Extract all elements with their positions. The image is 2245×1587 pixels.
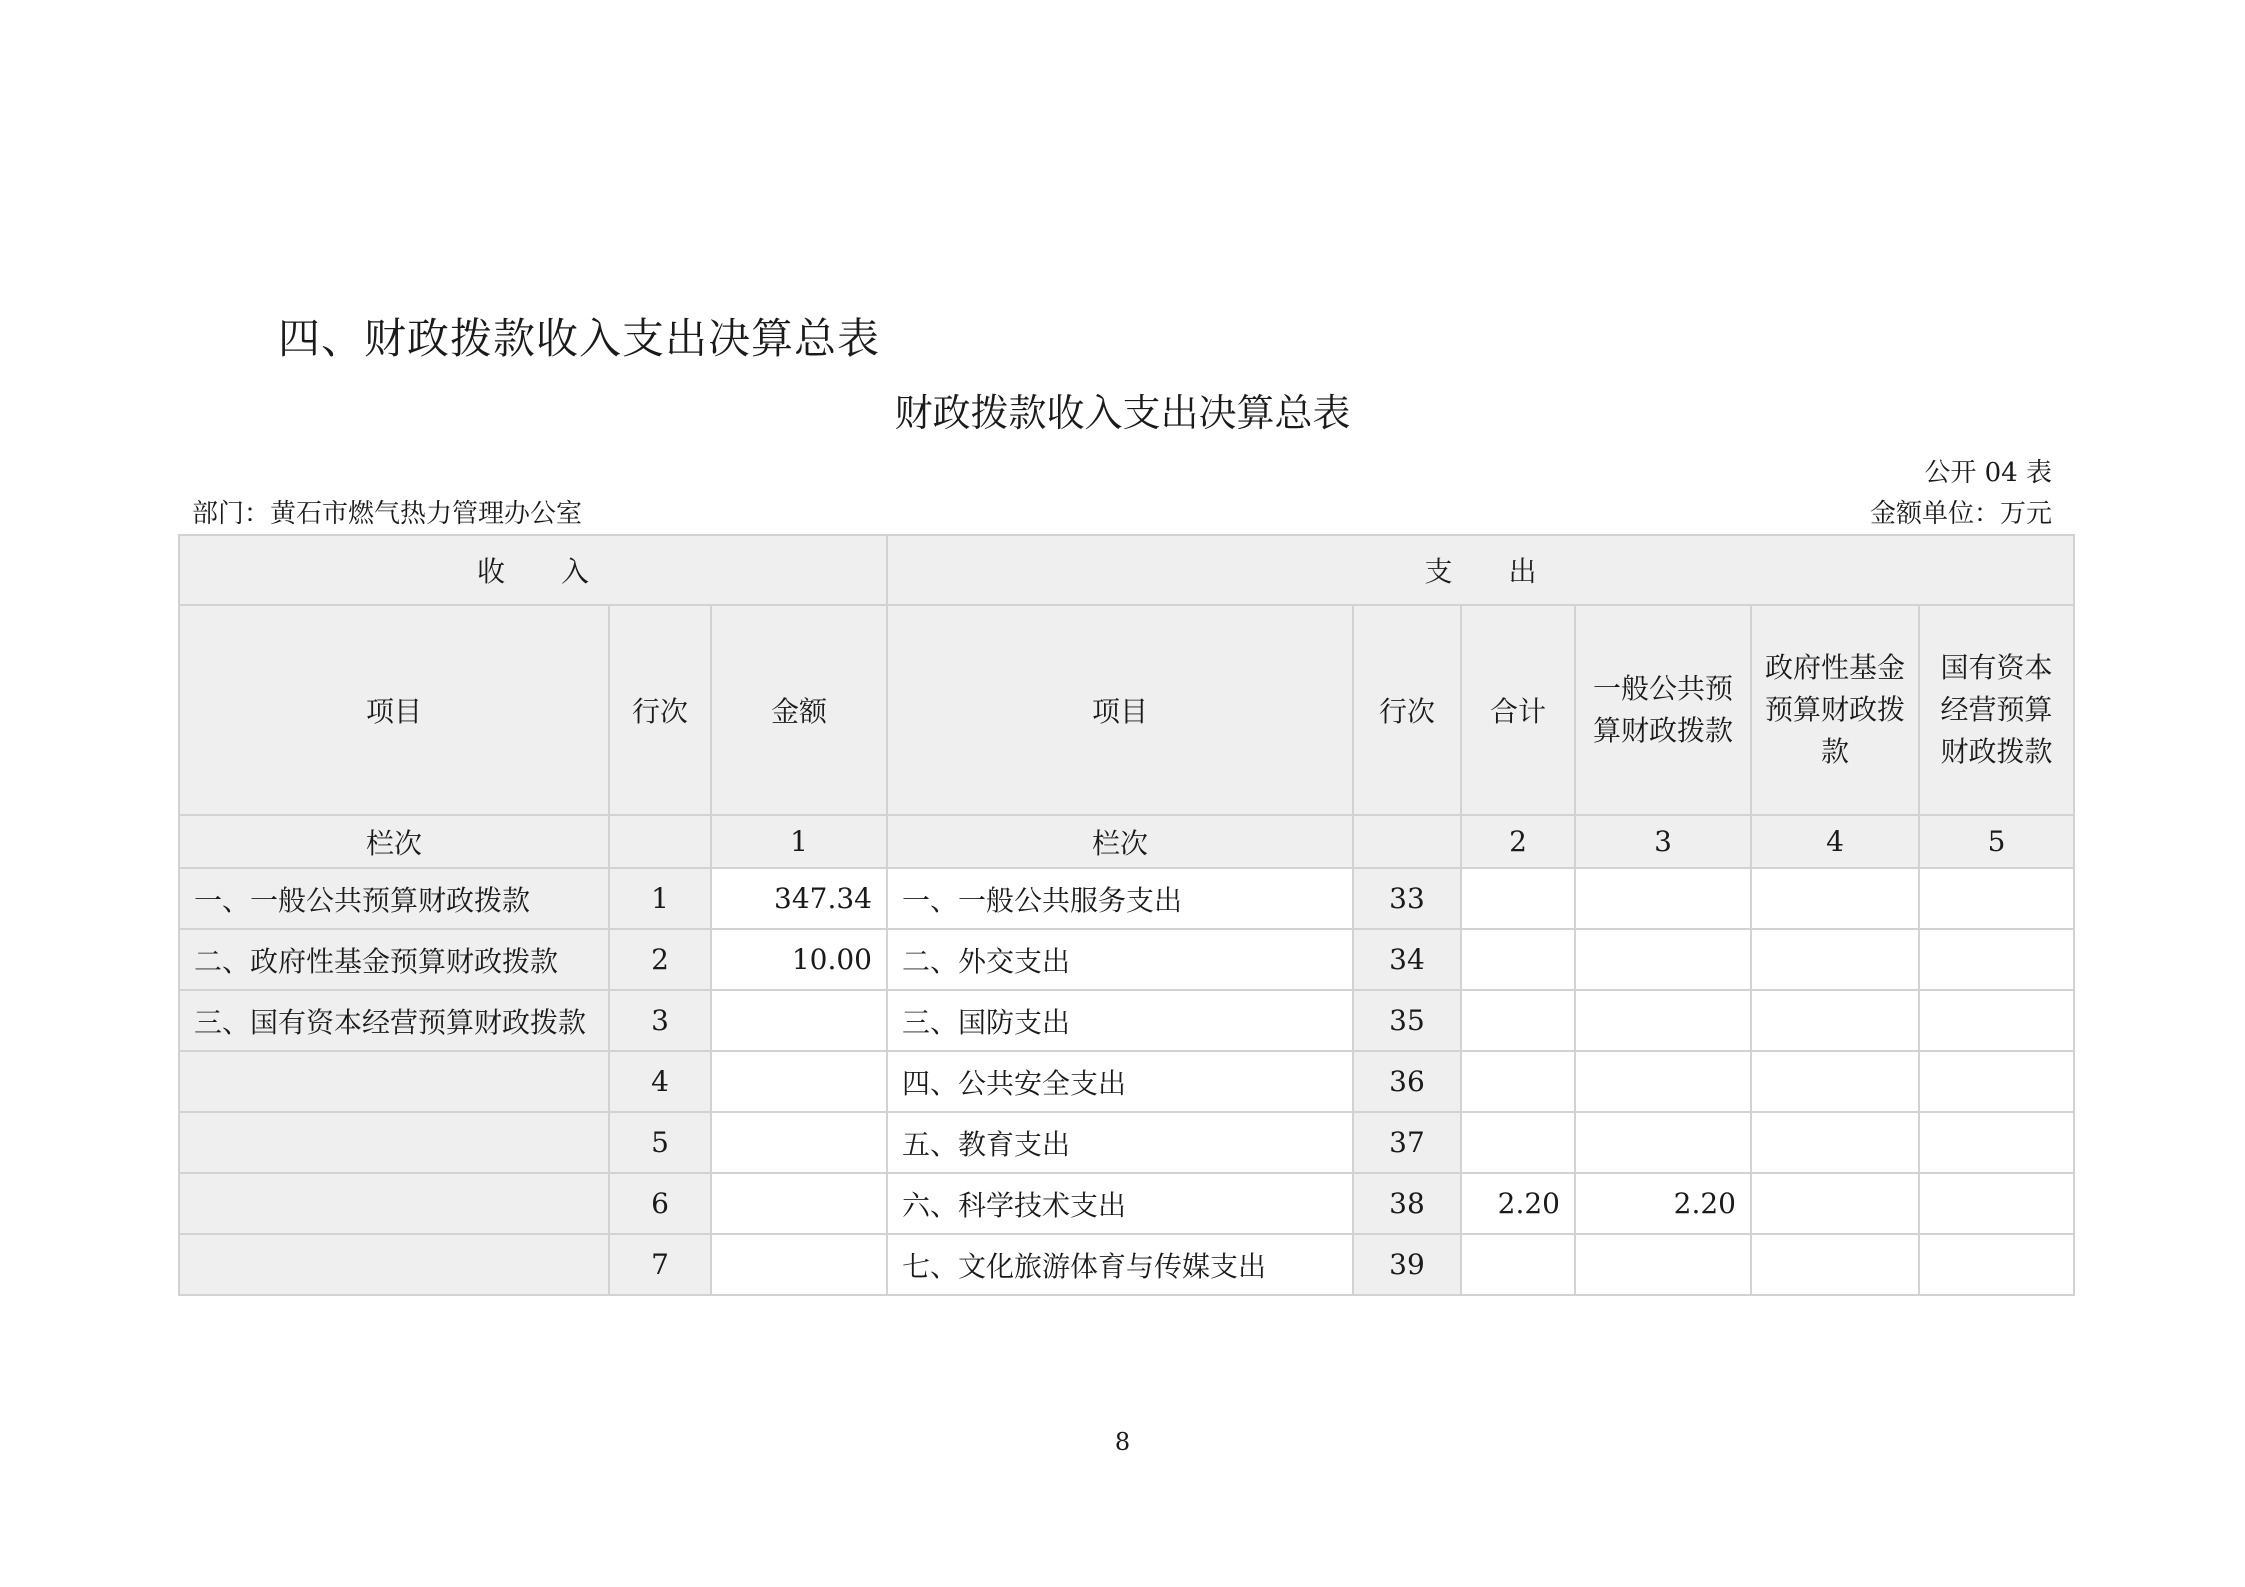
cell-expense-row-no: 35 bbox=[1353, 990, 1461, 1051]
cell-general-budget bbox=[1575, 868, 1751, 929]
cell-gov-fund bbox=[1751, 990, 1919, 1051]
cell-expense-item: 一、一般公共服务支出 bbox=[887, 868, 1353, 929]
cell-gov-fund bbox=[1751, 1234, 1919, 1295]
cell-state-capital bbox=[1919, 990, 2074, 1051]
cell-state-capital bbox=[1919, 1051, 2074, 1112]
header-income-amount: 金额 bbox=[711, 605, 887, 815]
cell-expense-row-no: 38 bbox=[1353, 1173, 1461, 1234]
cell-income-item: 一、一般公共预算财政拨款 bbox=[179, 868, 609, 929]
colno-income-amount: 1 bbox=[711, 815, 887, 868]
cell-expense-item: 七、文化旅游体育与传媒支出 bbox=[887, 1234, 1353, 1295]
page-number: 8 bbox=[1114, 1428, 1131, 1456]
cell-total bbox=[1461, 1051, 1575, 1112]
fiscal-summary-table bbox=[178, 534, 2075, 1296]
cell-expense-item: 五、教育支出 bbox=[887, 1112, 1353, 1173]
cell-total bbox=[1461, 990, 1575, 1051]
cell-total: 2.20 bbox=[1461, 1173, 1575, 1234]
cell-state-capital bbox=[1919, 1173, 2074, 1234]
colno-expense-row-no bbox=[1353, 815, 1461, 868]
section-header-row bbox=[179, 535, 2074, 605]
cell-expense-row-no: 36 bbox=[1353, 1051, 1461, 1112]
cell-general-budget: 2.20 bbox=[1575, 1173, 1751, 1234]
header-general-budget: 一般公共预算财政拨款 bbox=[1575, 605, 1751, 815]
colno-income-row-no bbox=[609, 815, 711, 868]
table-row bbox=[179, 1112, 2074, 1173]
colno-income-label: 栏次 bbox=[179, 815, 609, 868]
colno-expense-label: 栏次 bbox=[887, 815, 1353, 868]
table-row bbox=[179, 868, 2074, 929]
cell-state-capital bbox=[1919, 1112, 2074, 1173]
form-code: 公开 04 表 bbox=[1924, 458, 2052, 488]
column-header-row bbox=[179, 605, 2074, 815]
cell-general-budget bbox=[1575, 1051, 1751, 1112]
cell-gov-fund bbox=[1751, 1173, 1919, 1234]
cell-income-item: 二、政府性基金预算财政拨款 bbox=[179, 929, 609, 990]
cell-general-budget bbox=[1575, 929, 1751, 990]
cell-income-row-no: 4 bbox=[609, 1051, 711, 1112]
table-row bbox=[179, 1234, 2074, 1295]
colno-total: 2 bbox=[1461, 815, 1575, 868]
cell-state-capital bbox=[1919, 1234, 2074, 1295]
table-row bbox=[179, 1173, 2074, 1234]
cell-income-amount: 10.00 bbox=[711, 929, 887, 990]
cell-income-item bbox=[179, 1051, 609, 1112]
cell-expense-row-no: 37 bbox=[1353, 1112, 1461, 1173]
cell-income-amount bbox=[711, 1051, 887, 1112]
cell-expense-item: 二、外交支出 bbox=[887, 929, 1353, 990]
column-number-row bbox=[179, 815, 2074, 868]
cell-state-capital bbox=[1919, 868, 2074, 929]
cell-income-amount: 347.34 bbox=[711, 868, 887, 929]
colno-general-budget: 3 bbox=[1575, 815, 1751, 868]
cell-income-amount bbox=[711, 1234, 887, 1295]
cell-income-amount bbox=[711, 1112, 887, 1173]
cell-total bbox=[1461, 1112, 1575, 1173]
cell-general-budget bbox=[1575, 990, 1751, 1051]
cell-income-item bbox=[179, 1112, 609, 1173]
cell-total bbox=[1461, 929, 1575, 990]
cell-gov-fund bbox=[1751, 1051, 1919, 1112]
cell-income-amount bbox=[711, 1173, 887, 1234]
cell-general-budget bbox=[1575, 1112, 1751, 1173]
colno-state-capital: 5 bbox=[1919, 815, 2074, 868]
cell-gov-fund bbox=[1751, 1112, 1919, 1173]
cell-expense-row-no: 34 bbox=[1353, 929, 1461, 990]
table-row bbox=[179, 990, 2074, 1051]
header-income-item: 项目 bbox=[179, 605, 609, 815]
cell-income-row-no: 1 bbox=[609, 868, 711, 929]
cell-income-row-no: 6 bbox=[609, 1173, 711, 1234]
table-row bbox=[179, 1051, 2074, 1112]
cell-expense-row-no: 33 bbox=[1353, 868, 1461, 929]
section-heading: 四、财政拨款收入支出决算总表 bbox=[278, 314, 881, 363]
cell-expense-item: 六、科学技术支出 bbox=[887, 1173, 1353, 1234]
department-label: 部门：黄石市燃气热力管理办公室 bbox=[192, 499, 583, 529]
cell-income-row-no: 5 bbox=[609, 1112, 711, 1173]
report-title: 财政拨款收入支出决算总表 bbox=[894, 391, 1351, 435]
cell-expense-item: 三、国防支出 bbox=[887, 990, 1353, 1051]
table-row bbox=[179, 929, 2074, 990]
cell-state-capital bbox=[1919, 929, 2074, 990]
cell-income-row-no: 3 bbox=[609, 990, 711, 1051]
header-total: 合计 bbox=[1461, 605, 1575, 815]
cell-gov-fund bbox=[1751, 868, 1919, 929]
cell-general-budget bbox=[1575, 1234, 1751, 1295]
header-expense-row-no: 行次 bbox=[1353, 605, 1461, 815]
cell-income-item: 三、国有资本经营预算财政拨款 bbox=[179, 990, 609, 1051]
colno-gov-fund: 4 bbox=[1751, 815, 1919, 868]
cell-income-item bbox=[179, 1234, 609, 1295]
cell-income-row-no: 7 bbox=[609, 1234, 711, 1295]
expense-section-header: 支 出 bbox=[887, 535, 2074, 605]
cell-gov-fund bbox=[1751, 929, 1919, 990]
cell-income-amount bbox=[711, 990, 887, 1051]
header-state-capital: 国有资本经营预算财政拨款 bbox=[1919, 605, 2074, 815]
header-expense-item: 项目 bbox=[887, 605, 1353, 815]
cell-expense-item: 四、公共安全支出 bbox=[887, 1051, 1353, 1112]
cell-total bbox=[1461, 868, 1575, 929]
cell-income-item bbox=[179, 1173, 609, 1234]
cell-total bbox=[1461, 1234, 1575, 1295]
income-section-header: 收 入 bbox=[179, 535, 887, 605]
cell-expense-row-no: 39 bbox=[1353, 1234, 1461, 1295]
header-gov-fund: 政府性基金预算财政拨款 bbox=[1751, 605, 1919, 815]
amount-unit-label: 金额单位：万元 bbox=[1869, 499, 2052, 529]
header-income-row-no: 行次 bbox=[609, 605, 711, 815]
cell-income-row-no: 2 bbox=[609, 929, 711, 990]
